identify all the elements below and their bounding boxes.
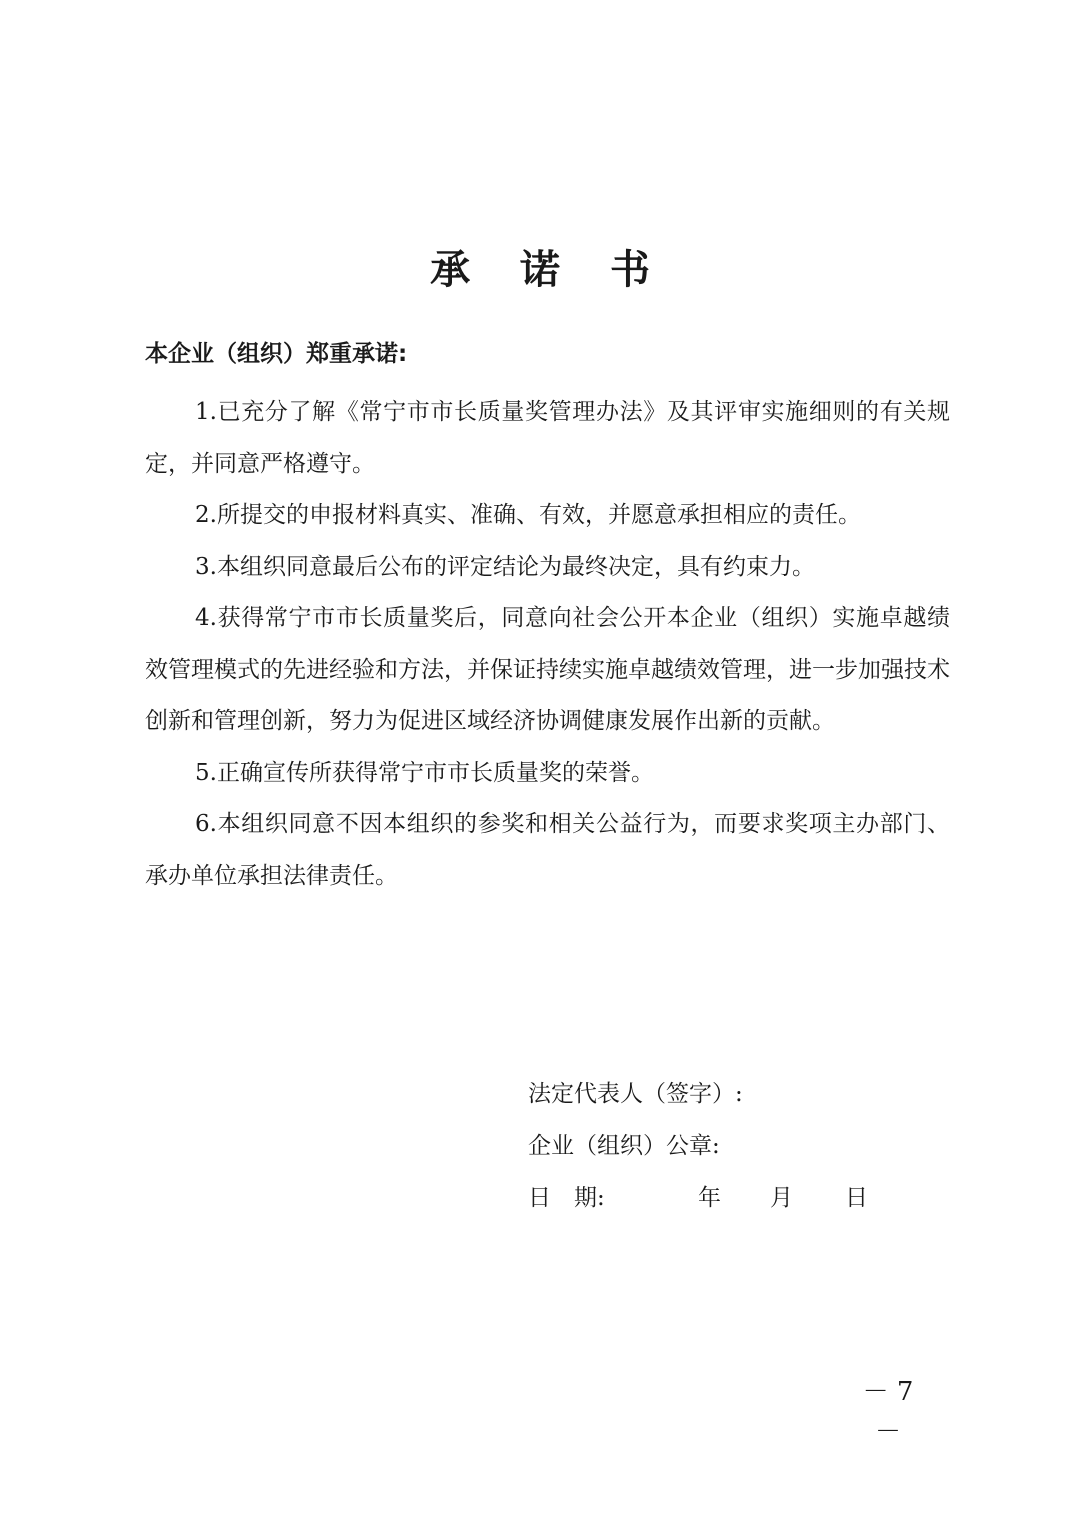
date-label: 日 期:: [528, 1185, 605, 1211]
company-seal-label: 企业（组织）公章:: [528, 1133, 720, 1159]
title-char-1: 承: [430, 246, 471, 293]
date-month-label: 月: [770, 1185, 793, 1211]
page-number: － 7 －: [862, 1377, 914, 1447]
commitment-item-1: 1.已充分了解《常宁市市长质量奖管理办法》及其评审实施细则的有关规定，并同意严格遵守。: [145, 399, 950, 477]
signature-block: [528, 1068, 868, 1224]
date-day-label: 日: [845, 1185, 868, 1211]
legal-rep-signature-label: 法定代表人（签字）:: [528, 1081, 743, 1107]
intro-statement: 本企业（组织）郑重承诺:: [145, 341, 408, 367]
commitment-list: [145, 387, 950, 902]
commitment-item-3: 3.本组织同意最后公布的评定结论为最终决定，具有约束力。: [195, 553, 815, 580]
commitment-item-6: 6.本组织同意不因本组织的参奖和相关公益行为，而要求奖项主办部门、承办单位承担法律责任。: [145, 811, 950, 889]
title-char-2: 诺: [520, 246, 560, 293]
commitment-item-2: 2.所提交的申报材料真实、准确、有效，并愿意承担相应的责任。: [195, 502, 861, 528]
date-line: [528, 1172, 868, 1224]
title-char-3: 书: [609, 246, 650, 293]
document-title: [0, 240, 1080, 300]
commitment-item-4: 4.获得常宁市市长质量奖后，同意向社会公开本企业（组织）实施卓越绩效管理模式的先进经验和方法，并保证持续实施卓越绩效管理，进一步加强技术创新和管理创新，努力为促进区域经济协调健康发展作出新的贡献。: [145, 605, 950, 734]
commitment-item-5: 5.正确宣传所获得常宁市市长质量奖的荣誉。: [195, 759, 654, 786]
date-year-label: 年: [698, 1185, 721, 1211]
